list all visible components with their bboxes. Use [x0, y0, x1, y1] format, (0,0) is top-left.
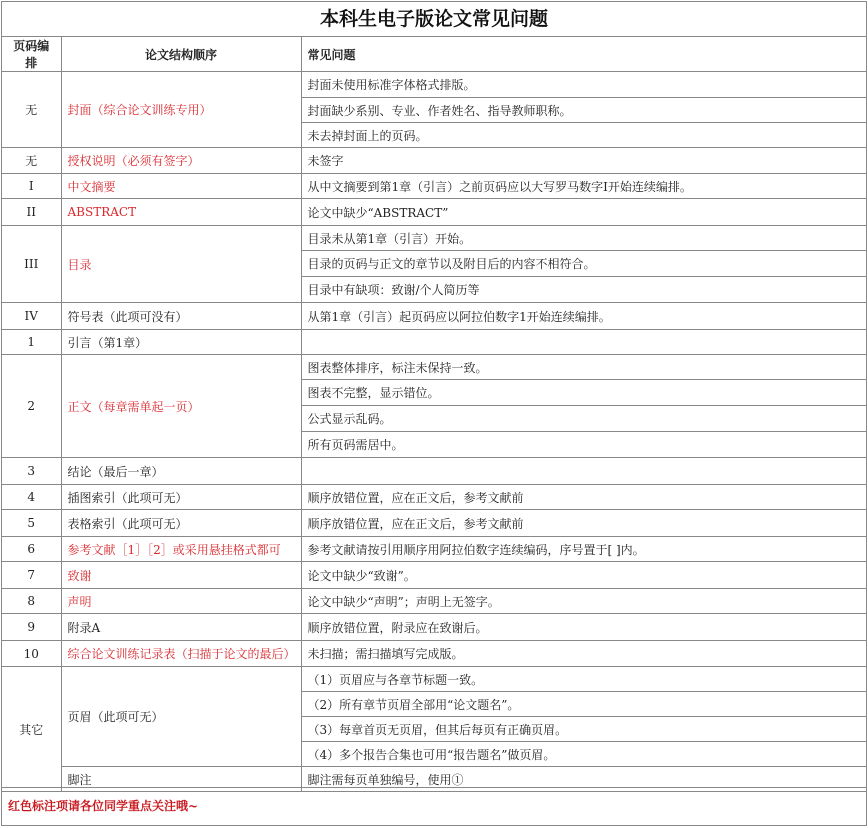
issue-cell: 目录未从第1章（引言）开始。	[301, 226, 866, 251]
issue-cell: 封面缺少系别、专业、作者姓名、指导教师职称。	[301, 98, 866, 123]
page-number-cell: 4	[2, 485, 61, 510]
document-sheet	[1, 1, 867, 826]
table-row	[2, 330, 866, 355]
table-row	[2, 485, 866, 510]
page-number-cell: 无	[2, 148, 61, 174]
issue-cell: 论文中缺少“声明”；声明上无签字。	[301, 589, 866, 614]
issue-cell: 未签字	[301, 148, 866, 174]
other-section-cell: 其它	[2, 667, 61, 792]
issue-cell: 封面未使用标准字体格式排版。	[301, 72, 866, 98]
issues-table	[2, 37, 866, 792]
issue-cell: 论文中缺少“致谢”。	[301, 562, 866, 589]
page-number-cell: 5	[2, 510, 61, 537]
header-page: 页码编排	[2, 37, 61, 72]
page-number-cell: 10	[2, 641, 61, 667]
structure-cell: 授权说明（必须有签字）	[61, 148, 301, 174]
structure-cell: 综合论文训练记录表（扫描于论文的最后）	[61, 641, 301, 667]
page-number-cell: 3	[2, 458, 61, 485]
structure-cell: 声明	[61, 589, 301, 614]
issue-cell	[301, 330, 866, 355]
issue-cell: 公式显示乱码。	[301, 406, 866, 432]
table-row	[2, 537, 866, 562]
issue-cell: （1）页眉应与各章节标题一致。	[301, 667, 866, 692]
structure-cell: 符号表（此项可没有）	[61, 303, 301, 330]
header-item-cell: 页眉（此项可无）	[61, 667, 301, 767]
page-number-cell: 7	[2, 562, 61, 589]
structure-cell: 引言（第1章）	[61, 330, 301, 355]
page-number-cell: 8	[2, 589, 61, 614]
page-number-cell: 2	[2, 355, 61, 458]
table-row	[2, 72, 866, 98]
page-number-cell: 1	[2, 330, 61, 355]
footer-note: 红色标注项请各位同学重点关注哦~	[2, 787, 866, 825]
issue-cell: 图表不完整，显示错位。	[301, 380, 866, 406]
issue-cell: 参考文献请按引用顺序用阿拉伯数字连续编码，序号置于[ ]内。	[301, 537, 866, 562]
table-row	[2, 562, 866, 589]
issue-cell: 顺序放错位置，附录应在致谢后。	[301, 614, 866, 641]
table-row	[2, 641, 866, 667]
header-structure: 论文结构顺序	[61, 37, 301, 72]
issue-cell: 图表整体排序，标注未保持一致。	[301, 355, 866, 380]
table-row	[2, 458, 866, 485]
table-row	[2, 303, 866, 330]
page-number-cell: I	[2, 174, 61, 199]
footnote-item-cell: 脚注	[61, 767, 301, 792]
table-row	[2, 667, 866, 692]
issue-cell: 所有页码需居中。	[301, 432, 866, 458]
table-row	[2, 510, 866, 537]
structure-cell: 目录	[61, 226, 301, 303]
structure-cell: ABSTRACT	[61, 199, 301, 226]
issue-cell: （2）所有章节页眉全部用“论文题名”。	[301, 692, 866, 717]
table-row	[2, 199, 866, 226]
structure-cell: 插图索引（此项可无）	[61, 485, 301, 510]
page-number-cell: 6	[2, 537, 61, 562]
structure-cell: 参考文献［1］［2］或采用悬挂格式都可	[61, 537, 301, 562]
structure-cell: 表格索引（此项可无）	[61, 510, 301, 537]
structure-cell: 结论（最后一章）	[61, 458, 301, 485]
table-header-row	[2, 37, 866, 72]
page-number-cell: III	[2, 226, 61, 303]
table-row	[2, 614, 866, 641]
header-issues: 常见问题	[301, 37, 866, 72]
issue-cell: 从中文摘要到第1章（引言）之前页码应以大写罗马数字I开始连续编排。	[301, 174, 866, 199]
issue-cell: 顺序放错位置，应在正文后，参考文献前	[301, 485, 866, 510]
table-row	[2, 355, 866, 380]
page-number-cell: II	[2, 199, 61, 226]
issue-cell: 目录中有缺项：致谢/个人简历等	[301, 277, 866, 303]
document-title: 本科生电子版论文常见问题	[2, 2, 866, 37]
issue-cell	[301, 458, 866, 485]
issue-cell: 顺序放错位置，应在正文后，参考文献前	[301, 510, 866, 537]
issue-cell: 论文中缺少“ABSTRACT”	[301, 199, 866, 226]
issue-cell: 未去掉封面上的页码。	[301, 123, 866, 148]
table-row	[2, 226, 866, 251]
issue-cell: 从第1章（引言）起页码应以阿拉伯数字1开始连续编排。	[301, 303, 866, 330]
structure-cell: 致谢	[61, 562, 301, 589]
table-body	[2, 72, 866, 792]
page-number-cell: 9	[2, 614, 61, 641]
issue-cell: 目录的页码与正文的章节以及附目后的内容不相符合。	[301, 251, 866, 277]
structure-cell: 附录A	[61, 614, 301, 641]
structure-cell: 封面（综合论文训练专用）	[61, 72, 301, 148]
structure-cell: 正文（每章需单起一页）	[61, 355, 301, 458]
table-row	[2, 148, 866, 174]
table-row	[2, 589, 866, 614]
page-number-cell: 无	[2, 72, 61, 148]
issue-cell: （3）每章首页无页眉，但其后每页有正确页眉。	[301, 717, 866, 742]
structure-cell: 中文摘要	[61, 174, 301, 199]
issue-cell: 脚注需每页单独编号，使用①	[301, 767, 866, 792]
table-row	[2, 174, 866, 199]
issue-cell: 未扫描；需扫描填写完成版。	[301, 641, 866, 667]
page-number-cell: IV	[2, 303, 61, 330]
issue-cell: （4）多个报告合集也可用“报告题名”做页眉。	[301, 742, 866, 767]
